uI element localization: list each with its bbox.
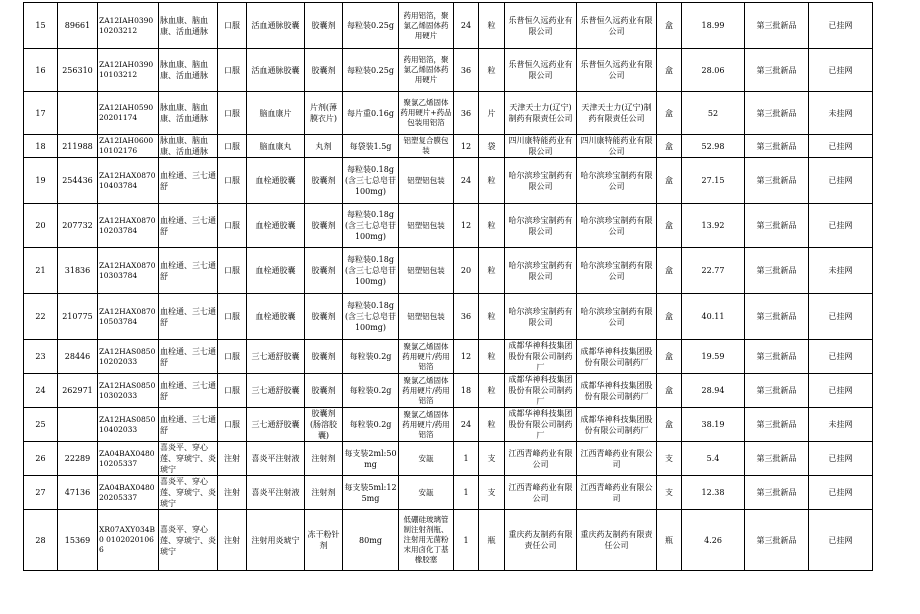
listing-status-cell: 已挂网 <box>809 3 873 49</box>
dosage-form-cell: 胶囊剂(肠溶胶囊) <box>305 408 343 442</box>
manufacturer-cell: 哈尔滨珍宝制药有限公司 <box>505 204 577 248</box>
package-unit-cell: 盒 <box>657 135 682 158</box>
drug-name-cell: 血栓通、三七通舒 <box>159 340 218 374</box>
package-unit-cell: 盒 <box>657 49 682 92</box>
unit-cell: 支 <box>479 476 505 510</box>
drug-code-cell: XR07AXY034B0 01020201066 <box>98 510 159 571</box>
packaging-cell: 铝塑铝包装 <box>399 158 454 204</box>
dosage-form-cell: 胶囊剂 <box>305 204 343 248</box>
seq-cell: 22 <box>24 294 58 340</box>
quantity-cell: 36 <box>454 92 479 135</box>
dosage-form-cell: 胶囊剂 <box>305 374 343 408</box>
drug-price-table <box>23 2 873 571</box>
applicant-cell: 乐普恒久远药业有限公司 <box>577 49 657 92</box>
packaging-cell: 安瓿 <box>399 476 454 510</box>
table-row <box>24 92 873 135</box>
packaging-cell: 低硼硅玻璃管制注射剂瓶、注射用无菌粉末用卤化丁基橡胶塞 <box>399 510 454 571</box>
product-id-cell: 28446 <box>58 340 98 374</box>
product-name-cell: 血栓通胶囊 <box>247 158 305 204</box>
route-cell: 口服 <box>218 49 247 92</box>
drug-name-cell: 脉血康、脑血康、活血通脉 <box>159 135 218 158</box>
unit-cell: 粒 <box>479 248 505 294</box>
manufacturer-cell: 成都华神科技集团股份有限公司制药厂 <box>505 340 577 374</box>
unit-cell: 粒 <box>479 374 505 408</box>
route-cell: 口服 <box>218 204 247 248</box>
batch-cell: 第三批新品 <box>745 510 809 571</box>
product-name-cell: 血栓通胶囊 <box>247 294 305 340</box>
dosage-form-cell: 胶囊剂 <box>305 340 343 374</box>
drug-code-cell: ZA12HAX0870 10303784 <box>98 248 159 294</box>
unit-cell: 粒 <box>479 294 505 340</box>
batch-cell: 第三批新品 <box>745 374 809 408</box>
applicant-cell: 成都华神科技集团股份有限公司制药厂 <box>577 374 657 408</box>
manufacturer-cell: 天津天士力(辽宁)制药有限责任公司 <box>505 92 577 135</box>
product-name-cell: 喜炎平注射液 <box>247 442 305 476</box>
drug-name-cell: 喜炎平、穿心莲、穿琥宁、炎琥宁 <box>159 510 218 571</box>
package-unit-cell: 支 <box>657 476 682 510</box>
batch-cell: 第三批新品 <box>745 135 809 158</box>
applicant-cell: 四川康特能药业有限公司 <box>577 135 657 158</box>
batch-cell: 第三批新品 <box>745 248 809 294</box>
packaging-cell: 铝塑铝包装 <box>399 248 454 294</box>
package-unit-cell: 盒 <box>657 204 682 248</box>
seq-cell: 26 <box>24 442 58 476</box>
price-cell: 40.11 <box>682 294 745 340</box>
product-name-cell: 三七通舒胶囊 <box>247 340 305 374</box>
quantity-cell: 18 <box>454 374 479 408</box>
price-cell: 4.26 <box>682 510 745 571</box>
table-row <box>24 340 873 374</box>
price-cell: 12.38 <box>682 476 745 510</box>
unit-cell: 粒 <box>479 49 505 92</box>
listing-status-cell: 未挂网 <box>809 92 873 135</box>
seq-cell: 25 <box>24 408 58 442</box>
seq-cell: 16 <box>24 49 58 92</box>
applicant-cell: 成都华神科技集团股份有限公司制药厂 <box>577 340 657 374</box>
package-unit-cell: 盒 <box>657 294 682 340</box>
batch-cell: 第三批新品 <box>745 476 809 510</box>
package-unit-cell: 盒 <box>657 374 682 408</box>
product-name-cell: 活血通脉胶囊 <box>247 49 305 92</box>
product-id-cell: 22289 <box>58 442 98 476</box>
spec-cell: 每支装2ml:50mg <box>343 442 399 476</box>
unit-cell: 粒 <box>479 340 505 374</box>
table-row <box>24 248 873 294</box>
price-cell: 38.19 <box>682 408 745 442</box>
batch-cell: 第三批新品 <box>745 49 809 92</box>
drug-code-cell: ZA12HAX0870 10503784 <box>98 294 159 340</box>
seq-cell: 27 <box>24 476 58 510</box>
route-cell: 注射 <box>218 510 247 571</box>
route-cell: 口服 <box>218 3 247 49</box>
quantity-cell: 24 <box>454 408 479 442</box>
quantity-cell: 24 <box>454 158 479 204</box>
route-cell: 口服 <box>218 92 247 135</box>
manufacturer-cell: 江西青峰药业有限公司 <box>505 476 577 510</box>
spec-cell: 每粒装0.25g <box>343 3 399 49</box>
batch-cell: 第三批新品 <box>745 442 809 476</box>
applicant-cell: 重庆药友制药有限责任公司 <box>577 510 657 571</box>
packaging-cell: 药用铝箔，聚氯乙烯固体药用硬片 <box>399 3 454 49</box>
listing-status-cell: 已挂网 <box>809 49 873 92</box>
product-id-cell: 254436 <box>58 158 98 204</box>
spec-cell: 每粒装0.18g(含三七总皂苷100mg) <box>343 158 399 204</box>
seq-cell: 17 <box>24 92 58 135</box>
product-name-cell: 注射用炎琥宁 <box>247 510 305 571</box>
product-id-cell: 31836 <box>58 248 98 294</box>
drug-name-cell: 脉血康、脑血康、活血通脉 <box>159 49 218 92</box>
packaging-cell: 聚氯乙烯固体药用硬片/药用铝箔 <box>399 374 454 408</box>
product-id-cell: 262971 <box>58 374 98 408</box>
table-row <box>24 135 873 158</box>
packaging-cell: 铝塑复合膜包装 <box>399 135 454 158</box>
product-id-cell <box>58 408 98 442</box>
spec-cell: 80mg <box>343 510 399 571</box>
dosage-form-cell: 注射剂 <box>305 442 343 476</box>
manufacturer-cell: 成都华神科技集团股份有限公司制药厂 <box>505 374 577 408</box>
dosage-form-cell: 胶囊剂 <box>305 248 343 294</box>
table-row <box>24 442 873 476</box>
route-cell: 口服 <box>218 158 247 204</box>
price-cell: 52.98 <box>682 135 745 158</box>
packaging-cell: 药用铝箔，聚氯乙烯固体药用硬片 <box>399 49 454 92</box>
manufacturer-cell: 江西青峰药业有限公司 <box>505 442 577 476</box>
product-name-cell: 喜炎平注射液 <box>247 476 305 510</box>
drug-name-cell: 血栓通、三七通舒 <box>159 294 218 340</box>
unit-cell: 瓶 <box>479 510 505 571</box>
batch-cell: 第三批新品 <box>745 158 809 204</box>
table-row <box>24 49 873 92</box>
table-row <box>24 374 873 408</box>
product-name-cell: 血栓通胶囊 <box>247 204 305 248</box>
quantity-cell: 12 <box>454 340 479 374</box>
package-unit-cell: 盒 <box>657 158 682 204</box>
package-unit-cell: 盒 <box>657 340 682 374</box>
listing-status-cell: 已挂网 <box>809 442 873 476</box>
package-unit-cell: 盒 <box>657 3 682 49</box>
price-cell: 18.99 <box>682 3 745 49</box>
batch-cell: 第三批新品 <box>745 92 809 135</box>
drug-code-cell: ZA12HAX0870 10403784 <box>98 158 159 204</box>
quantity-cell: 24 <box>454 3 479 49</box>
listing-status-cell: 已挂网 <box>809 135 873 158</box>
listing-status-cell: 已挂网 <box>809 374 873 408</box>
seq-cell: 20 <box>24 204 58 248</box>
table-row <box>24 3 873 49</box>
spec-cell: 每支装5ml:125mg <box>343 476 399 510</box>
quantity-cell: 12 <box>454 204 479 248</box>
listing-status-cell: 未挂网 <box>809 248 873 294</box>
price-cell: 28.06 <box>682 49 745 92</box>
listing-status-cell: 已挂网 <box>809 476 873 510</box>
drug-name-cell: 血栓通、三七通舒 <box>159 158 218 204</box>
packaging-cell: 铝塑铝包装 <box>399 204 454 248</box>
drug-code-cell: ZA12IAH0390 10103212 <box>98 49 159 92</box>
product-name-cell: 三七通舒胶囊 <box>247 374 305 408</box>
dosage-form-cell: 丸剂 <box>305 135 343 158</box>
spec-cell: 每袋装1.5g <box>343 135 399 158</box>
drug-name-cell: 血栓通、三七通舒 <box>159 204 218 248</box>
spec-cell: 每粒装0.2g <box>343 408 399 442</box>
batch-cell: 第三批新品 <box>745 294 809 340</box>
listing-status-cell: 已挂网 <box>809 294 873 340</box>
drug-name-cell: 脉血康、脑血康、活血通脉 <box>159 3 218 49</box>
applicant-cell: 天津天士力(辽宁)制药有限责任公司 <box>577 92 657 135</box>
applicant-cell: 哈尔滨珍宝制药有限公司 <box>577 204 657 248</box>
dosage-form-cell: 注射剂 <box>305 476 343 510</box>
manufacturer-cell: 乐普恒久远药业有限公司 <box>505 49 577 92</box>
listing-status-cell: 已挂网 <box>809 340 873 374</box>
unit-cell: 支 <box>479 442 505 476</box>
route-cell: 口服 <box>218 408 247 442</box>
spec-cell: 每粒装0.25g <box>343 49 399 92</box>
product-id-cell: 210775 <box>58 294 98 340</box>
table-body <box>24 3 873 571</box>
manufacturer-cell: 哈尔滨珍宝制药有限公司 <box>505 294 577 340</box>
manufacturer-cell: 四川康特能药业有限公司 <box>505 135 577 158</box>
applicant-cell: 哈尔滨珍宝制药有限公司 <box>577 294 657 340</box>
batch-cell: 第三批新品 <box>745 340 809 374</box>
unit-cell: 粒 <box>479 3 505 49</box>
spec-cell: 每粒装0.18g(含三七总皂苷100mg) <box>343 248 399 294</box>
unit-cell: 片 <box>479 92 505 135</box>
unit-cell: 粒 <box>479 158 505 204</box>
product-name-cell: 三七通舒胶囊 <box>247 408 305 442</box>
dosage-form-cell: 冻干粉针剂 <box>305 510 343 571</box>
drug-name-cell: 喜炎平、穿心莲、穿琥宁、炎琥宁 <box>160 443 216 474</box>
applicant-cell: 哈尔滨珍宝制药有限公司 <box>577 158 657 204</box>
quantity-cell: 1 <box>454 442 479 476</box>
packaging-cell: 聚氯乙烯固体药用硬片/药用铝箔 <box>399 408 454 442</box>
seq-cell: 23 <box>24 340 58 374</box>
product-name-cell: 脑血康片 <box>247 92 305 135</box>
drug-name-cell: 喜炎平、穿心莲、穿琥宁、炎琥宁 <box>160 477 216 508</box>
route-cell: 口服 <box>218 374 247 408</box>
quantity-cell: 20 <box>454 248 479 294</box>
product-id-cell: 47136 <box>58 476 98 510</box>
spec-cell: 每粒装0.18g(含三七总皂苷100mg) <box>343 294 399 340</box>
package-unit-cell: 盒 <box>657 408 682 442</box>
manufacturer-cell: 乐普恒久远药业有限公司 <box>505 3 577 49</box>
batch-cell: 第三批新品 <box>745 408 809 442</box>
seq-cell: 21 <box>24 248 58 294</box>
packaging-cell: 聚氯乙烯固体药用硬片+药品包装用铝箔 <box>399 92 454 135</box>
route-cell: 口服 <box>218 340 247 374</box>
table-row <box>24 408 873 442</box>
dosage-form-cell: 胶囊剂 <box>305 158 343 204</box>
seq-cell: 28 <box>24 510 58 571</box>
drug-code-cell: ZA12HAS0850 10202033 <box>98 340 159 374</box>
price-cell: 27.15 <box>682 158 745 204</box>
route-cell: 口服 <box>218 135 247 158</box>
package-unit-cell: 支 <box>657 442 682 476</box>
route-cell: 注射 <box>218 442 247 476</box>
batch-cell: 第三批新品 <box>745 204 809 248</box>
packaging-cell: 安瓿 <box>399 442 454 476</box>
dosage-form-cell: 胶囊剂 <box>305 3 343 49</box>
table-row <box>24 204 873 248</box>
applicant-cell: 乐普恒久远药业有限公司 <box>577 3 657 49</box>
product-id-cell: 256310 <box>58 49 98 92</box>
applicant-cell: 成都华神科技集团股份有限公司制药厂 <box>577 408 657 442</box>
batch-cell: 第三批新品 <box>745 3 809 49</box>
package-unit-cell: 盒 <box>657 92 682 135</box>
drug-code-cell: ZA04BAX0480 10205337 <box>98 442 159 476</box>
applicant-cell: 江西青峰药业有限公司 <box>577 476 657 510</box>
manufacturer-cell: 哈尔滨珍宝制药有限公司 <box>505 248 577 294</box>
drug-code-cell: ZA12HAS0850 10302033 <box>98 374 159 408</box>
table-row <box>24 294 873 340</box>
quantity-cell: 1 <box>454 510 479 571</box>
drug-code-cell: ZA12HAX0870 10203784 <box>98 204 159 248</box>
drug-code-cell: ZA04BAX0480 20205337 <box>98 476 159 510</box>
product-name-cell: 脑血康丸 <box>247 135 305 158</box>
drug-code-cell: ZA12HAS0850 10402033 <box>98 408 159 442</box>
spec-cell: 每粒装0.2g <box>343 374 399 408</box>
spec-cell: 每片重0.16g <box>343 92 399 135</box>
drug-name-cell: 血栓通、三七通舒 <box>159 408 218 442</box>
drug-code-cell: ZA12IAH0390 10203212 <box>98 3 159 49</box>
product-name-cell: 活血通脉胶囊 <box>247 3 305 49</box>
manufacturer-cell: 重庆药友制药有限责任公司 <box>505 510 577 571</box>
drug-code-cell: ZA12IAH0600 10102176 <box>98 135 159 158</box>
package-unit-cell: 盒 <box>657 248 682 294</box>
product-id-cell: 89661 <box>58 3 98 49</box>
spec-cell: 每粒装0.18g(含三七总皂苷100mg) <box>343 204 399 248</box>
price-cell: 13.92 <box>682 204 745 248</box>
product-id-cell: 15369 <box>58 510 98 571</box>
unit-cell: 粒 <box>479 408 505 442</box>
quantity-cell: 12 <box>454 135 479 158</box>
packaging-cell: 聚氯乙烯固体药用硬片/药用铝箔 <box>399 340 454 374</box>
table-row <box>24 476 873 510</box>
dosage-form-cell: 胶囊剂 <box>305 49 343 92</box>
seq-cell: 18 <box>24 135 58 158</box>
table-row <box>24 158 873 204</box>
unit-cell: 袋 <box>479 135 505 158</box>
route-cell: 口服 <box>218 294 247 340</box>
drug-name-cell: 血栓通、三七通舒 <box>159 248 218 294</box>
seq-cell: 24 <box>24 374 58 408</box>
route-cell: 口服 <box>218 248 247 294</box>
applicant-cell: 江西青峰药业有限公司 <box>577 442 657 476</box>
quantity-cell: 1 <box>454 476 479 510</box>
manufacturer-cell: 哈尔滨珍宝制药有限公司 <box>505 158 577 204</box>
dosage-form-cell: 片剂(薄膜衣片) <box>305 92 343 135</box>
price-cell: 52 <box>682 92 745 135</box>
product-id-cell <box>58 92 98 135</box>
product-id-cell: 207732 <box>58 204 98 248</box>
seq-cell: 19 <box>24 158 58 204</box>
product-id-cell: 211988 <box>58 135 98 158</box>
drug-name-cell: 脉血康、脑血康、活血通脉 <box>159 92 218 135</box>
price-cell: 19.59 <box>682 340 745 374</box>
price-cell: 28.94 <box>682 374 745 408</box>
packaging-cell: 铝塑铝包装 <box>399 294 454 340</box>
quantity-cell: 36 <box>454 294 479 340</box>
drug-name-cell: 血栓通、三七通舒 <box>159 374 218 408</box>
quantity-cell: 36 <box>454 49 479 92</box>
seq-cell: 15 <box>24 3 58 49</box>
dosage-form-cell: 胶囊剂 <box>305 294 343 340</box>
price-cell: 5.4 <box>682 442 745 476</box>
listing-status-cell: 未挂网 <box>809 408 873 442</box>
unit-cell: 粒 <box>479 204 505 248</box>
spec-cell: 每粒装0.2g <box>343 340 399 374</box>
product-name-cell: 血栓通胶囊 <box>247 248 305 294</box>
route-cell: 注射 <box>218 476 247 510</box>
listing-status-cell: 已挂网 <box>809 510 873 571</box>
listing-status-cell: 已挂网 <box>809 204 873 248</box>
package-unit-cell: 瓶 <box>657 510 682 571</box>
listing-status-cell: 已挂网 <box>809 158 873 204</box>
drug-code-cell: ZA12IAH0590 20201174 <box>98 92 159 135</box>
price-cell: 22.77 <box>682 248 745 294</box>
applicant-cell: 哈尔滨珍宝制药有限公司 <box>577 248 657 294</box>
table-row <box>24 510 873 571</box>
manufacturer-cell: 成都华神科技集团股份有限公司制药厂 <box>505 408 577 442</box>
